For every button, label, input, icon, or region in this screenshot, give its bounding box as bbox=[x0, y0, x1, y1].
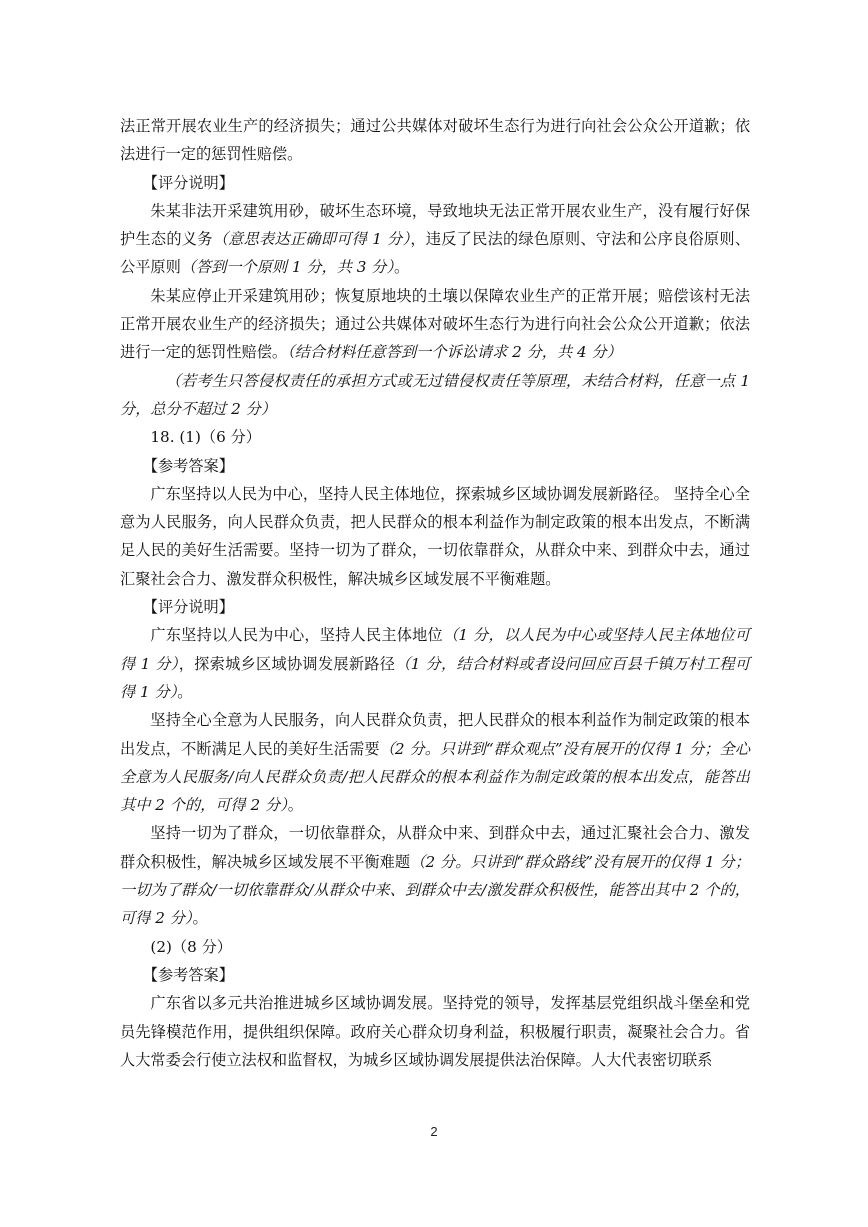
text-segment: 法正常开展农业生产的经济损失；通过公共媒体对破坏生态行为进行向社会公众公开道歉；依法进行一定的惩罚性赔偿。 bbox=[120, 117, 750, 164]
text-segment: 【参考答案】 bbox=[142, 456, 234, 475]
text-segment: 广东坚持以人民为中心，坚持人民主体地位 bbox=[150, 626, 443, 645]
scoring-note: （答到一个原则 1 分，共 3 分） bbox=[180, 258, 395, 277]
paragraph bbox=[120, 706, 750, 819]
text-segment: 【评分说明】 bbox=[142, 598, 234, 617]
paragraph bbox=[120, 593, 750, 621]
scoring-note: （2 分。只讲到“群众路线”没有展开的仅得 1 分；一切为了群众/一切依靠群众/从群众中来、到群众中去/激发群众积极性，能答出其中 2 个的，可得 2 分） bbox=[120, 852, 751, 928]
text-segment: 【参考答案】 bbox=[142, 965, 234, 984]
scoring-note: （若考生只答侵权责任的承担方式或无过错侵权责任等原理，未结合材料，任意一点 1 分，总分不超过 2 分） bbox=[120, 371, 750, 418]
text-segment: 。 bbox=[177, 682, 193, 701]
paragraph bbox=[120, 819, 750, 932]
text-segment: 朱某应停止开采建筑用砂；恢复原地块的土壤以保障农业生产的正常开展；赔偿该村无法正常开展农业生产的经济损失；通过公共媒体对破坏生态行为进行向社会公众公开道歉；依法进行一定的惩罚性赔偿。 bbox=[120, 286, 750, 362]
paragraph bbox=[120, 621, 750, 706]
paragraph bbox=[120, 112, 750, 169]
paragraph bbox=[120, 989, 750, 1074]
text-segment: 朱某非法开采建筑用砂，破坏生态环境，导致地块无法正常开展农业生产，没有履行好保护生态的义务 bbox=[120, 201, 750, 249]
text-segment: 【评分说明】 bbox=[142, 173, 234, 192]
scoring-note: （意思表达正确即可得 1 分） bbox=[212, 230, 411, 249]
text-segment: ，违反了民法的绿色原则、守法和公序良俗原则、公平原则 bbox=[120, 230, 751, 277]
text-segment: 广东坚持以人民为中心，坚持人民主体地位，探索城乡区域协调发展新路径。 坚持全心全意为人民服务，向人民群众负责，把人民群众的根本利益作为制定政策的根本出发点，不断满足人民的美好生活需要。坚持一切为了群众，一切依靠群众，从群众中来、到群众中去，通过汇聚社会合力、激发群众积极性，解决城乡区域发展不平衡难题。 bbox=[120, 484, 750, 588]
text-segment: 。 bbox=[287, 796, 303, 815]
paragraph bbox=[120, 423, 750, 451]
page-number: 2 bbox=[430, 1124, 438, 1139]
paragraph bbox=[120, 480, 750, 593]
scoring-note: （结合材料任意答到一个诉讼请求 2 分，共 4 分） bbox=[287, 343, 622, 362]
paragraph bbox=[120, 197, 750, 282]
paragraph bbox=[120, 169, 750, 197]
paragraph bbox=[120, 933, 750, 961]
text-segment: 坚持全心全意为人民服务，向人民群众负责，把人民群众的根本利益作为制定政策的根本出发点，不断满足人民的美好生活需要 bbox=[120, 711, 750, 758]
text-segment: 坚持一切为了群众，一切依靠群众，从群众中来、到群众中去，通过汇聚社会合力、激发群众积极性，解决城乡区域发展不平衡难题 bbox=[120, 824, 750, 871]
document-body bbox=[120, 112, 750, 1074]
scoring-note: （2 分。只讲到“群众观点”没有展开的仅得 1 分；全心全意为人民服务/向人民群众负责/把人民群众的根本利益作为制定政策的根本出发点，能答出其中 2 个的，可得 2 分） bbox=[120, 739, 751, 815]
paragraph bbox=[120, 367, 750, 424]
text-segment: 广东省以多元共治推进城乡区域协调发展。坚持党的领导，发挥基层党组织战斗堡垒和党员先锋模范作用，提供组织保障。政府关心群众切身利益，积极履行职责，凝聚社会合力。省人大常委会行使立法权和监督权，为城乡区域协调发展提供法治保障。人大代表密切联系 bbox=[120, 994, 750, 1069]
text-segment: 18. (1)（6 分） bbox=[150, 428, 261, 447]
text-segment: (2)（8 分） bbox=[150, 937, 232, 956]
paragraph bbox=[120, 282, 750, 367]
paragraph bbox=[120, 961, 750, 989]
scoring-note: （1 分，以人民为中心或坚持人民主体地位可得 1 分） bbox=[120, 626, 750, 673]
scoring-note: （1 分，结合材料或者设问回应百县千镇万村工程可得 1 分） bbox=[120, 654, 751, 701]
text-segment: 。 bbox=[192, 909, 208, 928]
paragraph bbox=[120, 452, 750, 480]
text-segment: ，探索城乡区域协调发展新路径 bbox=[178, 654, 396, 673]
text-segment: 。 bbox=[394, 258, 410, 277]
